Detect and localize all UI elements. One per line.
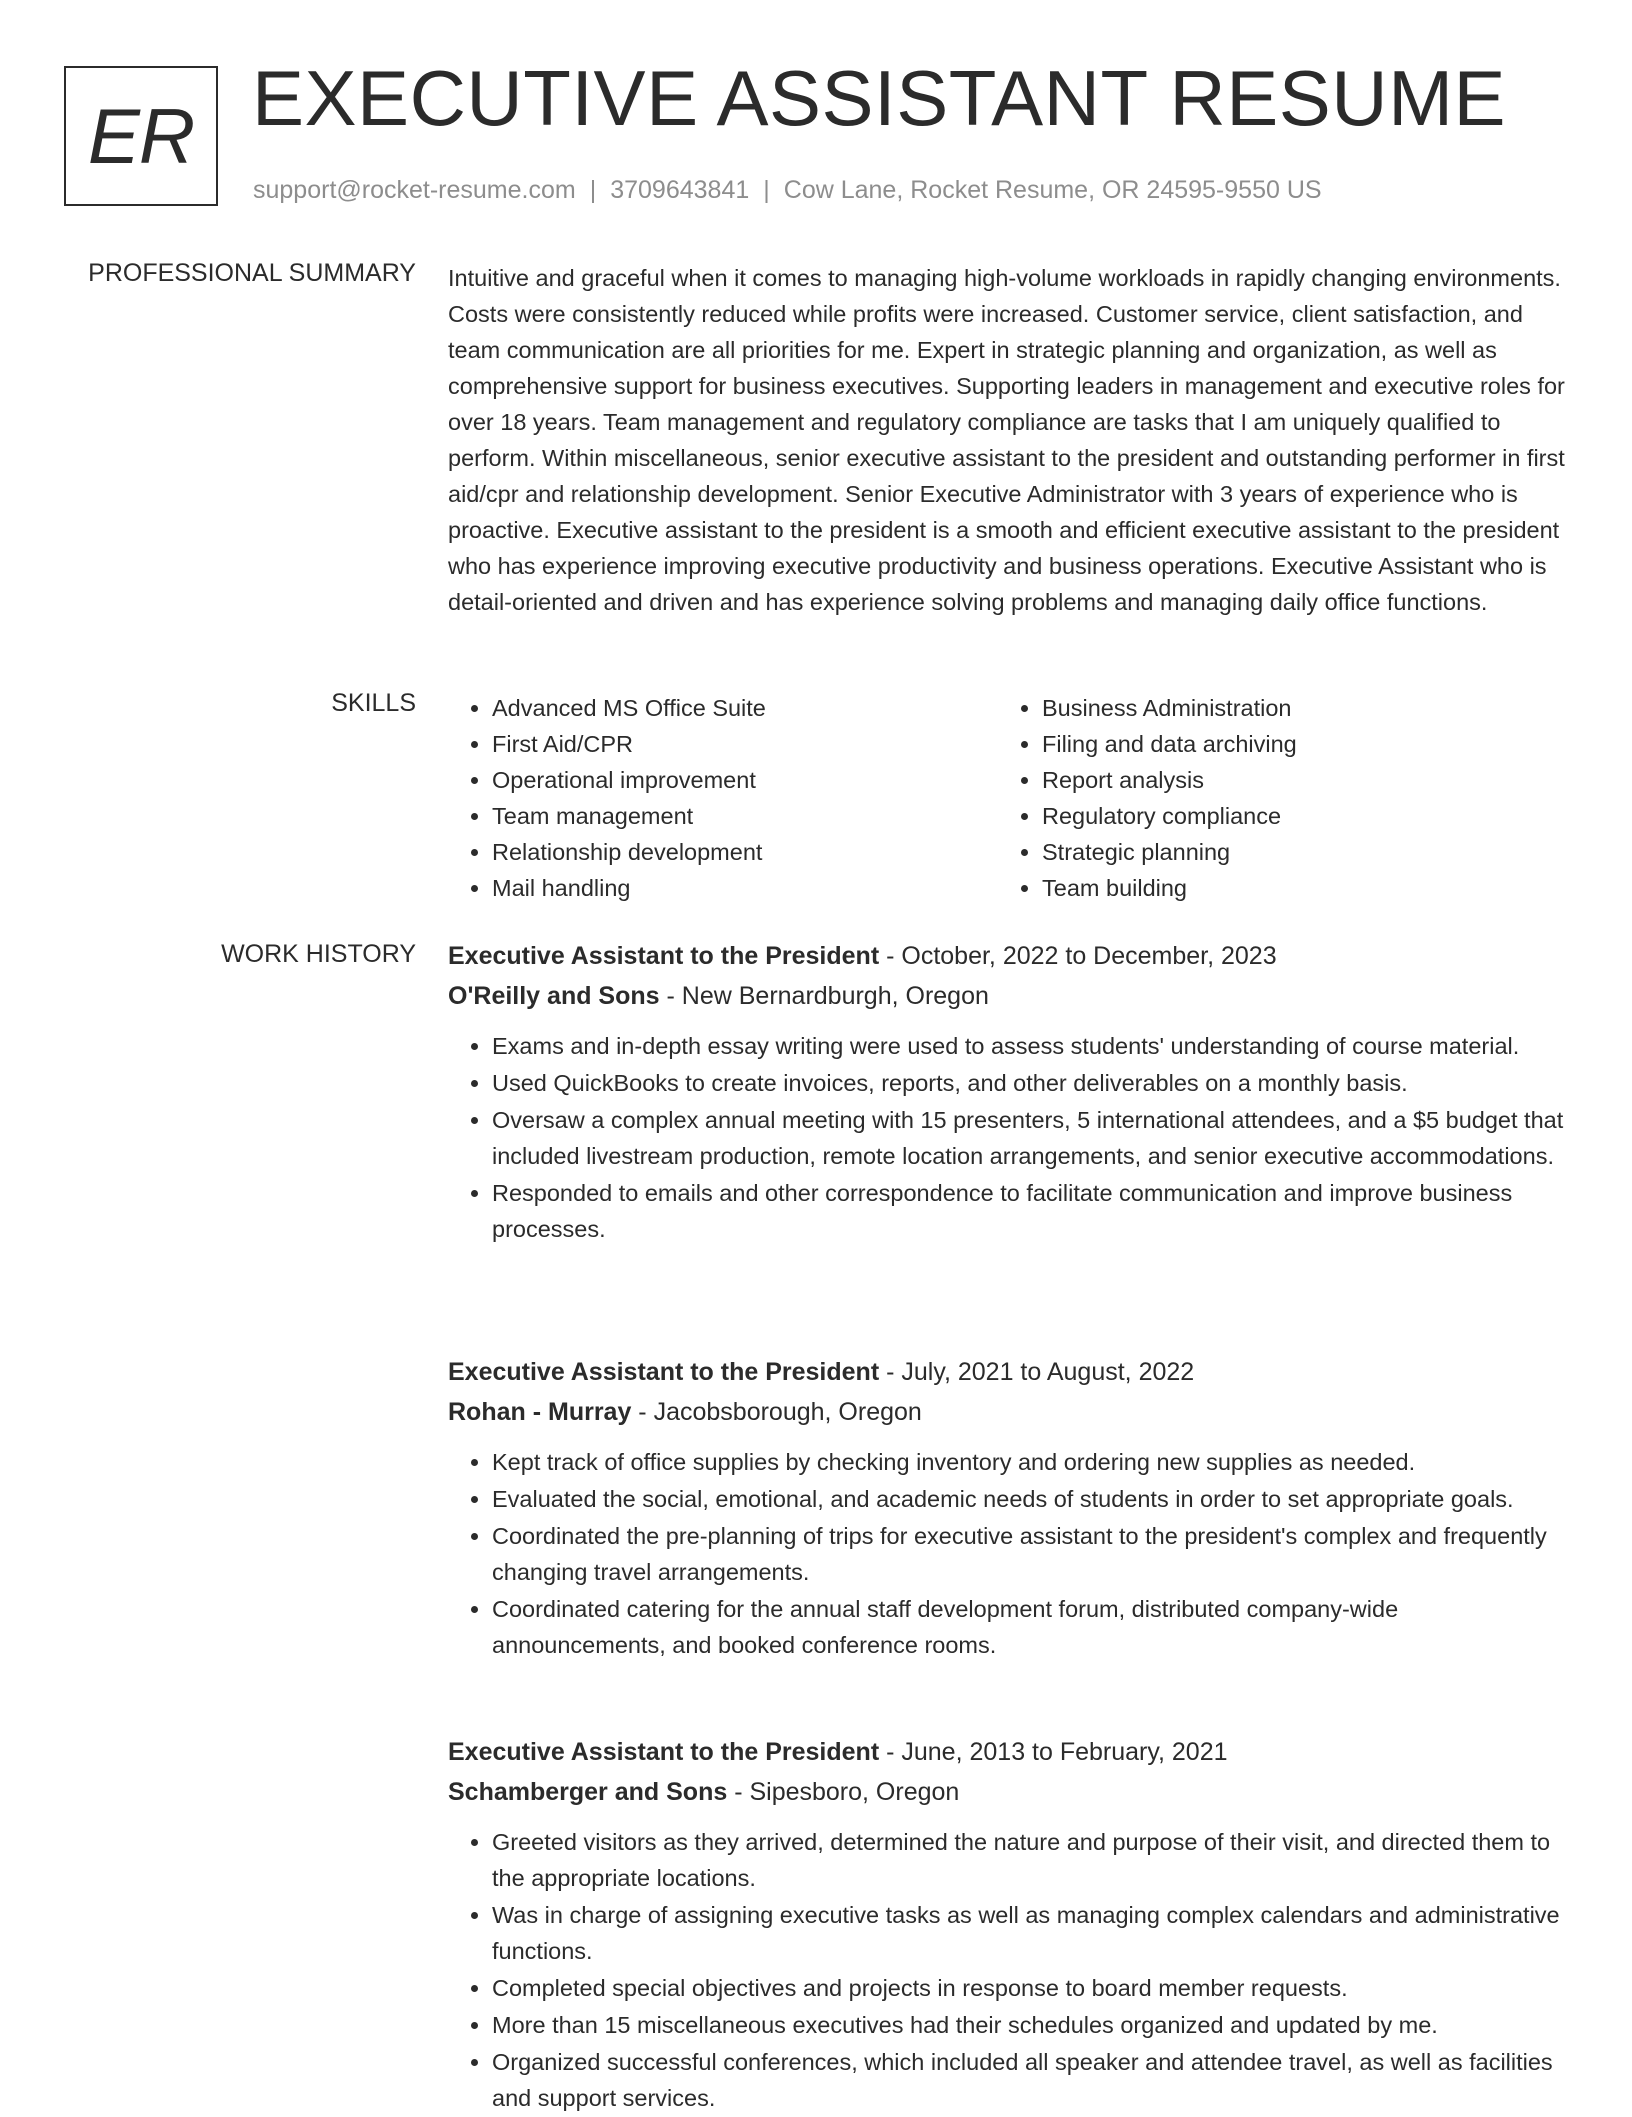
skill-item: • Regulatory compliance — [1042, 798, 1548, 834]
job-bullet: • Oversaw a complex annual meeting with 15 presenters, 5 international attendees, and a $5 budget that included livestream production, remote location arrangements, and senior executive accommodations. — [492, 1102, 1568, 1174]
resume-title: EXECUTIVE ASSISTANT RESUME — [252, 54, 1507, 142]
job-entry — [448, 936, 1568, 1248]
company-name: Rohan - Murray — [448, 1398, 632, 1426]
job-dates: - June, 2013 to February, 2021 — [879, 1738, 1228, 1766]
job-bullet: • Evaluated the social, emotional, and academic needs of students in order to set appropriate goals. — [492, 1481, 1568, 1517]
skill-item: • Team management — [492, 798, 998, 834]
contact-address: Cow Lane, Rocket Resume, OR 24595-9550 US — [783, 176, 1322, 204]
skill-item: • Strategic planning — [1042, 834, 1548, 870]
monogram-text: ER — [87, 91, 195, 180]
section-label-summary: PROFESSIONAL SUMMARY — [88, 259, 416, 287]
section-label-skills: SKILLS — [331, 689, 416, 717]
job-bullet: • Responded to emails and other correspondence to facilitate communication and improve business processes. — [492, 1175, 1568, 1247]
skill-item: • First Aid/CPR — [492, 726, 998, 762]
skill-item: • Report analysis — [1042, 762, 1548, 798]
skill-item: • Operational improvement — [492, 762, 998, 798]
job-dates: - October, 2022 to December, 2023 — [879, 942, 1277, 970]
skills-list — [448, 690, 1568, 906]
company-name: Schamberger and Sons — [448, 1778, 728, 1806]
contact-separator: | — [589, 176, 597, 204]
job-entry — [448, 1732, 1568, 2117]
skill-item: • Team building — [1042, 870, 1548, 906]
job-bullet: • Coordinated the pre-planning of trips for executive assistant to the president's complex and frequently changing travel arrangements. — [492, 1518, 1568, 1590]
skills-column-right — [998, 690, 1548, 906]
company-location: - New Bernardburgh, Oregon — [659, 982, 989, 1010]
summary-text: Intuitive and graceful when it comes to managing high-volume workloads in rapidly changing environments. Costs were consistently reduced while profits were increased. Customer service, client satisfaction, and team communication are all priorities for me. Expert in strategic planning and organization, as well as comprehensive support for business executives. Supporting leaders in management and executive roles for over 18 years. Team management and regulatory compliance are tasks that I am uniquely qualified to perform. Within miscellaneous, senior executive assistant to the president and outstanding performer in first aid/cpr and relationship development. Senior Executive Administrator with 3 years of experience who is proactive. Executive assistant to the president is a smooth and efficient executive assistant to the president who has experience improving executive productivity and business operations. Executive Assistant who is detail-oriented and driven and has experience solving problems and managing daily office functions. — [448, 265, 1565, 615]
company-line — [448, 1392, 1568, 1432]
skills-column-left — [448, 690, 998, 906]
company-location: - Sipesboro, Oregon — [727, 1778, 960, 1806]
contact-line — [253, 176, 1322, 205]
job-bullets — [448, 1444, 1568, 1663]
job-title-line — [448, 1732, 1568, 1772]
job-bullet: • Used QuickBooks to create invoices, reports, and other deliverables on a monthly basis. — [492, 1065, 1568, 1101]
job-entry — [448, 1352, 1568, 1664]
job-bullets — [448, 1824, 1568, 2116]
skill-item: • Advanced MS Office Suite — [492, 690, 998, 726]
contact-email: support@rocket-resume.com — [253, 176, 576, 204]
company-line — [448, 1772, 1568, 1812]
skill-item: • Filing and data archiving — [1042, 726, 1548, 762]
job-title: Executive Assistant to the President — [448, 1358, 880, 1386]
job-bullet: • Organized successful conferences, which included all speaker and attendee travel, as well as facilities and support services. — [492, 2044, 1568, 2116]
job-title: Executive Assistant to the President — [448, 942, 880, 970]
contact-phone: 3709643841 — [610, 176, 750, 204]
contact-separator: | — [763, 176, 770, 204]
job-bullet: • Greeted visitors as they arrived, determined the nature and purpose of their visit, and directed them to the appropriate locations. — [492, 1824, 1568, 1896]
job-bullet: • Kept track of office supplies by checking inventory and ordering new supplies as needed. — [492, 1444, 1568, 1480]
job-dates: - July, 2021 to August, 2022 — [879, 1358, 1195, 1386]
job-bullet: • Completed special objectives and projects in response to board member requests. — [492, 1970, 1568, 2006]
company-name: O'Reilly and Sons — [448, 982, 660, 1010]
skill-item: • Business Administration — [1042, 690, 1548, 726]
section-label-work-history: WORK HISTORY — [221, 940, 416, 968]
monogram-badge — [64, 66, 218, 206]
job-title-line — [448, 1352, 1568, 1392]
company-line — [448, 976, 1568, 1016]
job-title-line — [448, 936, 1568, 976]
job-bullets — [448, 1028, 1568, 1247]
job-bullet: • More than 15 miscellaneous executives had their schedules organized and updated by me. — [492, 2007, 1568, 2043]
skill-item: • Relationship development — [492, 834, 998, 870]
job-bullet: • Coordinated catering for the annual staff development forum, distributed company-wide announcements, and booked conference rooms. — [492, 1591, 1568, 1663]
job-bullet: • Exams and in-depth essay writing were used to assess students' understanding of course material. — [492, 1028, 1568, 1064]
job-title: Executive Assistant to the President — [448, 1738, 880, 1766]
job-bullet: • Was in charge of assigning executive tasks as well as managing complex calendars and administrative functions. — [492, 1897, 1568, 1969]
skill-item: • Mail handling — [492, 870, 998, 906]
company-location: - Jacobsborough, Oregon — [631, 1398, 922, 1426]
